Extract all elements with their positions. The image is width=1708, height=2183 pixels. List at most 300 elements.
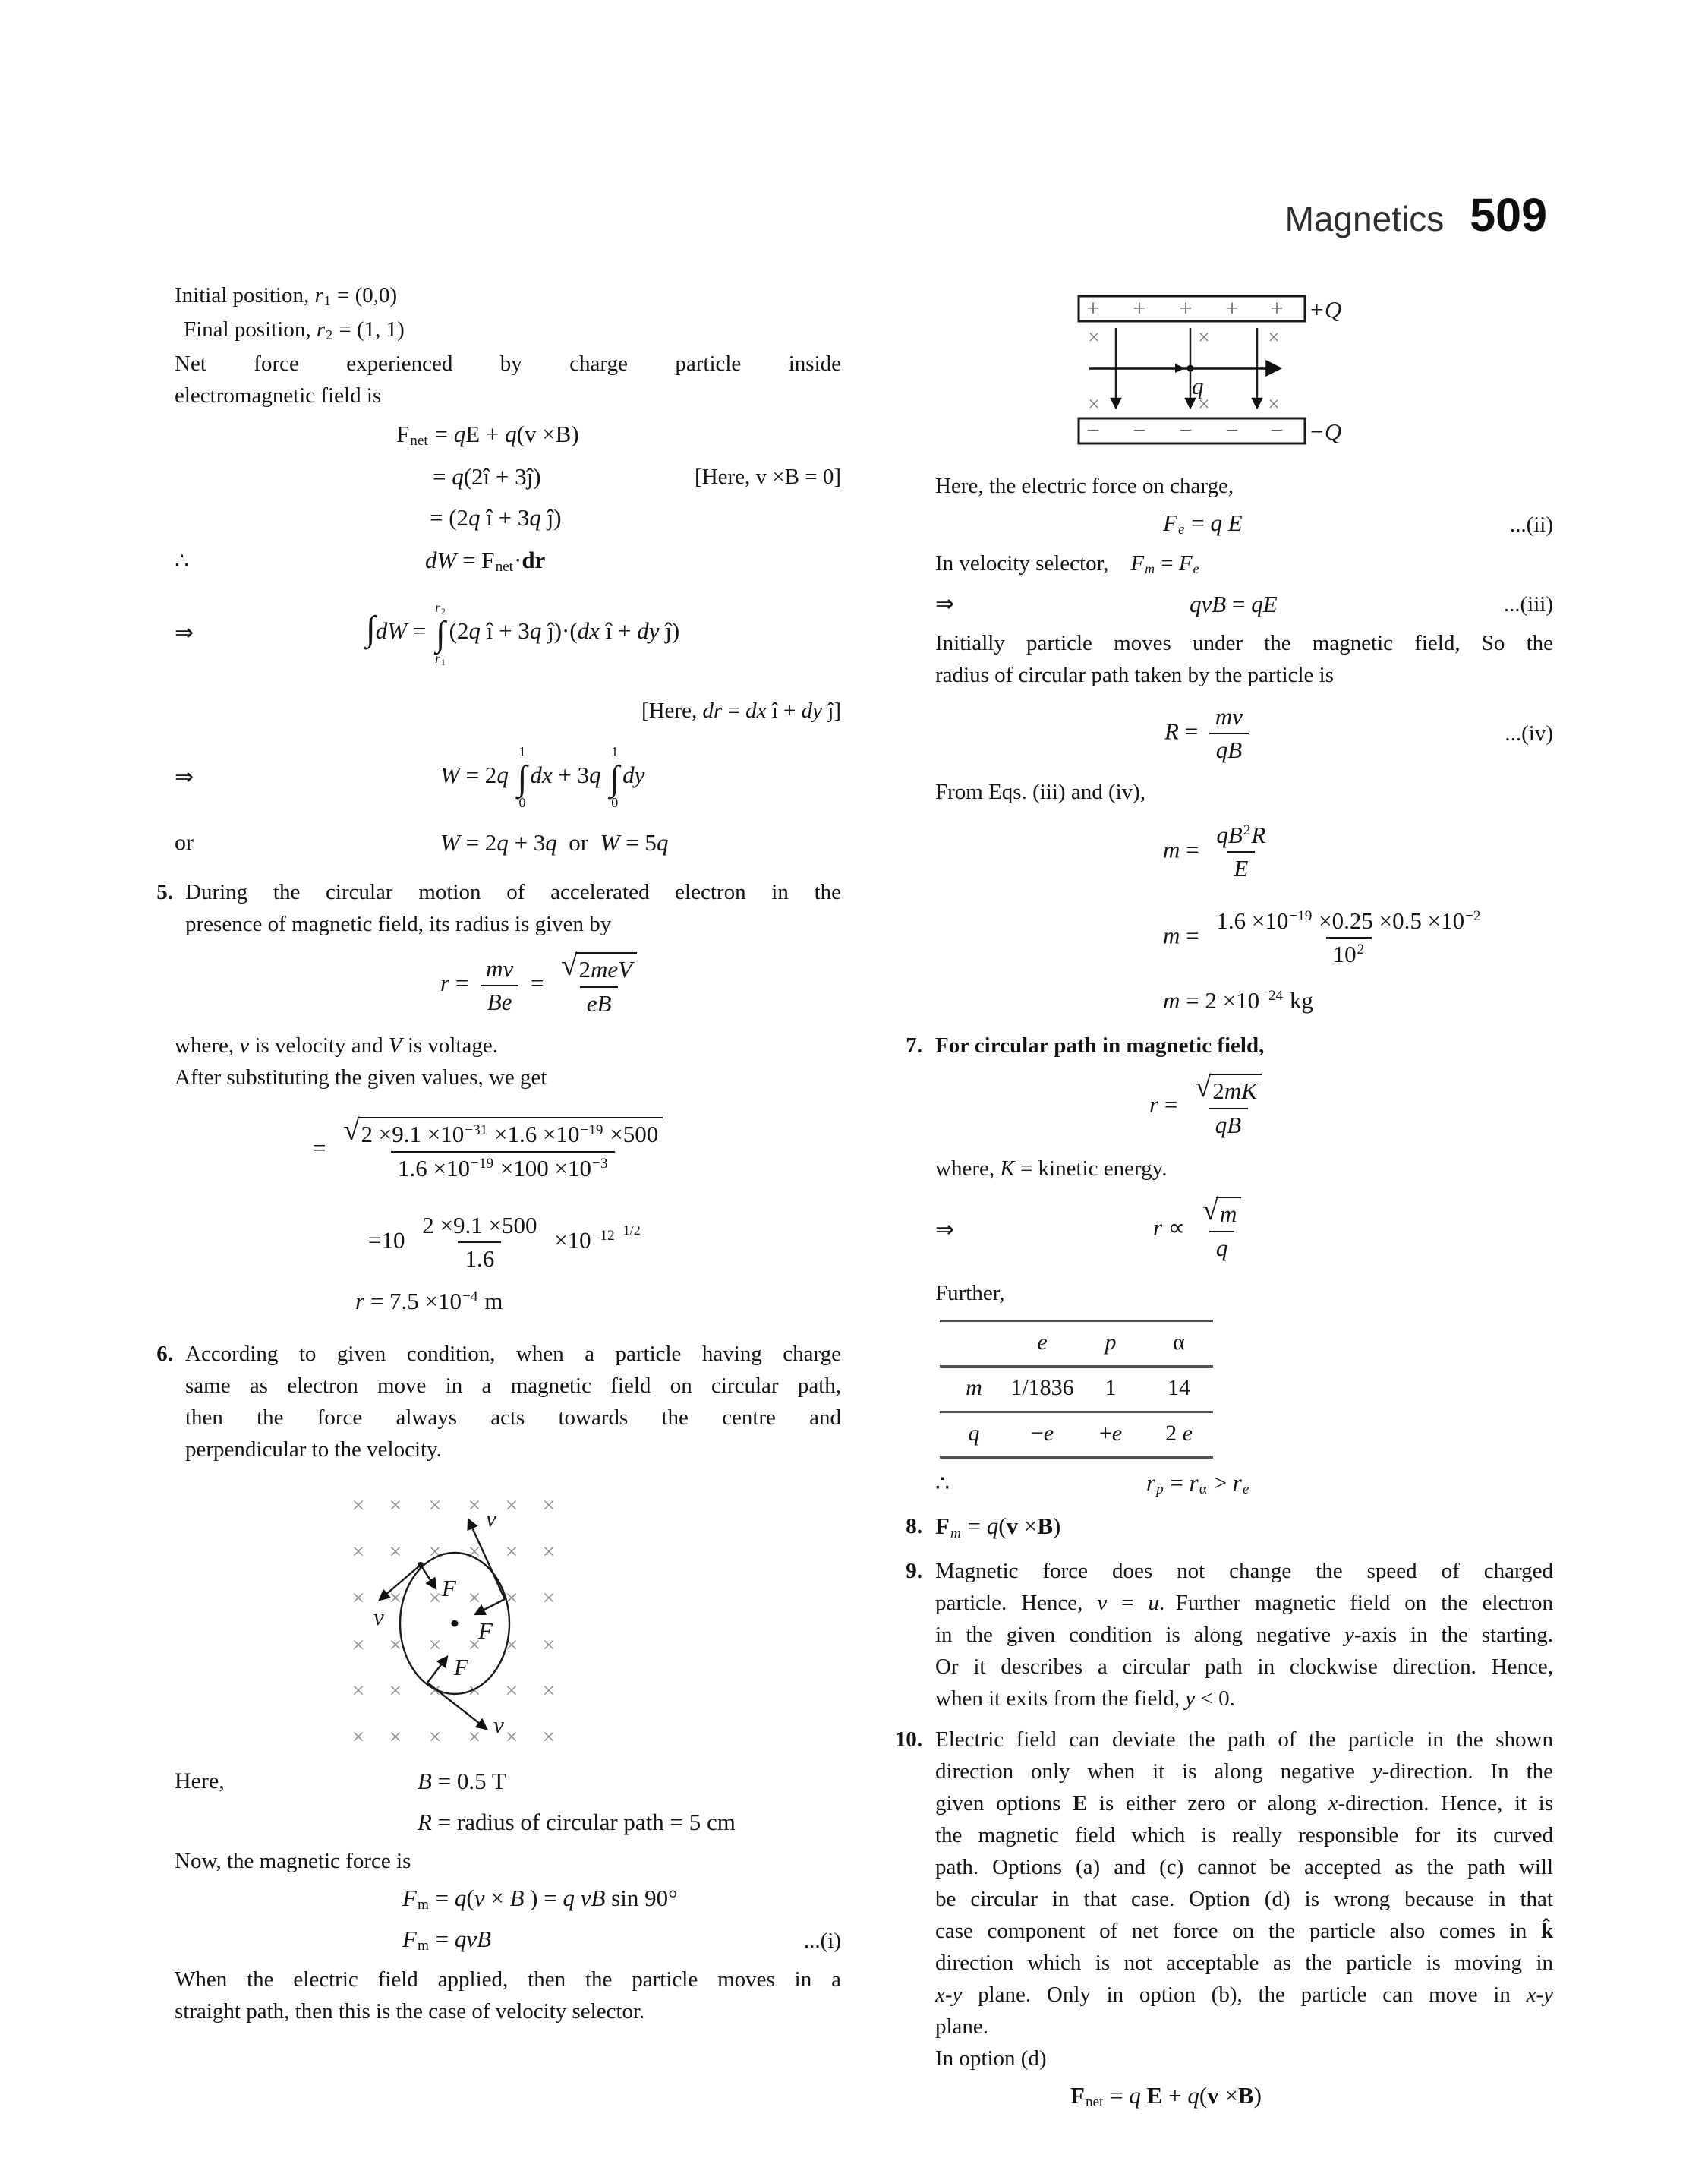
charge-dot: [1187, 365, 1194, 372]
math-token: 2: [326, 327, 333, 343]
svg-text:×: ×: [468, 1724, 481, 1749]
equation-r-mv-qb: R = $\frac{mv}{qB}$ ...(iv): [935, 696, 1553, 771]
svg-text:+: +: [1086, 295, 1100, 321]
math-token: m: [1163, 836, 1180, 863]
math-token: 2: [1243, 822, 1251, 839]
math-token: dy: [622, 762, 645, 789]
svg-text:+: +: [1225, 295, 1239, 321]
math-token: F: [1178, 551, 1193, 576]
svg-text:×: ×: [389, 1539, 402, 1564]
math-token: ∫: [435, 615, 446, 655]
paragraph: [935, 1555, 1553, 1715]
equation-rp-ra-re: ∴ rp = rα > re: [935, 1466, 1553, 1503]
math-token: ∫: [610, 759, 620, 799]
equation-line: Fm = q(v ×B): [935, 1513, 1061, 1541]
math-token: q: [968, 1421, 980, 1446]
text-line: straight path, then this is the case of velocity selector.: [175, 1999, 645, 2024]
math-token: W: [440, 829, 460, 856]
solution-item-10: [894, 1724, 1553, 2115]
svg-text:×: ×: [542, 1585, 556, 1610]
math-token: y: [952, 1983, 963, 2007]
math-token: v: [1207, 2081, 1219, 2109]
math-token: q: [545, 829, 557, 856]
text-line: when it exits from the field, y < 0.: [935, 1686, 1235, 1711]
math-token: q vB: [563, 1884, 606, 1911]
paragraph: [185, 876, 841, 940]
svg-text:×: ×: [505, 1724, 518, 1749]
math-token: m: [1163, 986, 1180, 1014]
solution-item-8: [906, 1510, 1553, 1546]
svg-text:×: ×: [1268, 393, 1280, 415]
math-token: qB: [1216, 821, 1243, 848]
positive-charges: [1086, 295, 1283, 321]
math-token: u: [1148, 1591, 1159, 1615]
math-token: ∫: [366, 610, 376, 649]
math-token: −19: [580, 1121, 603, 1138]
text-line: Initially particle moves under the magnetic field, So the: [935, 631, 1553, 655]
math-fraction: [1196, 1194, 1249, 1263]
table-header-row: [940, 1321, 1213, 1367]
math-token: −19: [471, 1155, 494, 1172]
math-token: q: [496, 762, 509, 789]
equation-w-result: or W = 2q + 3q or W = 5q: [175, 825, 841, 861]
math-token: r: [355, 1287, 365, 1314]
math-token: mv: [1215, 702, 1243, 730]
math-token: m: [417, 1938, 429, 1954]
text-line: the magnetic field which is really responsible for its curved: [935, 1823, 1553, 1847]
text-line: [935, 1030, 1553, 1062]
text-line: During the circular motion of accelerated electron in the: [185, 880, 841, 904]
math-token: 2: [1357, 942, 1365, 958]
text-line: radius of circular path taken by the particle is: [935, 663, 1335, 687]
solution-item-6: [156, 1338, 841, 1465]
circular-motion-figure: [295, 1476, 598, 1759]
math-token: x: [935, 1983, 945, 2007]
math-token: R: [1251, 821, 1266, 848]
equation-note-dr: [Here, dr = dx î + dy ĵ]: [641, 699, 841, 723]
therefore-symbol: ∴: [175, 549, 190, 574]
text-line: Here, the electric force on charge,: [935, 474, 1234, 498]
math-token: y: [1372, 1759, 1382, 1784]
equation-q2i3j: = q(2î + 3ĵ) [Here, v ×B = 0]: [175, 459, 841, 495]
math-token: eB: [586, 989, 612, 1017]
svg-text:+: +: [1133, 295, 1146, 321]
text-line: direction only when it is along negative y-direction. In the: [935, 1759, 1553, 1784]
math-sqrt: √ 2meV: [561, 952, 637, 985]
svg-text:×: ×: [351, 1585, 365, 1610]
equation-fnet: Fnet = qE + q(v ×B): [396, 420, 579, 450]
svg-text:−: −: [1133, 417, 1146, 443]
equation-2qi3qj: = (2q î + 3q ĵ): [430, 504, 562, 531]
math-token: −12: [591, 1227, 615, 1244]
math-token: x: [1526, 1983, 1536, 2007]
paragraph: [185, 1338, 841, 1465]
table-cell: [1008, 1321, 1076, 1367]
particle-comparison-table: [940, 1320, 1213, 1459]
equation-note: ...(i): [803, 1929, 841, 1953]
svg-text:×: ×: [351, 1539, 365, 1564]
math-token: q: [468, 617, 481, 645]
item-number: 10.: [894, 1727, 922, 1752]
svg-text:×: ×: [428, 1539, 442, 1564]
text-line: particle. Hence, v = u. Further magnetic field on the electron: [935, 1591, 1553, 1615]
svg-text:×: ×: [428, 1678, 442, 1703]
table-cell: [940, 1321, 1008, 1367]
table-cell: [1076, 1321, 1145, 1367]
table-row-charge: [940, 1412, 1213, 1458]
math-token: v: [1006, 1513, 1019, 1539]
math-token: q: [529, 504, 541, 531]
math-token: v: [1097, 1591, 1108, 1615]
math-token: e: [1193, 561, 1199, 577]
math-token: m: [417, 1897, 429, 1913]
math-token: −19: [1289, 908, 1313, 925]
velocity-label: v: [373, 1604, 384, 1630]
table-cell: +e: [1098, 1421, 1123, 1446]
text-line: plane.: [935, 2014, 989, 2039]
table-cell: [940, 1367, 1008, 1412]
math-token: e: [1043, 1421, 1054, 1446]
item-number: 7.: [906, 1033, 922, 1058]
equation-radius: r = $\frac{mv}{Be}$ = √ 2meV eB: [175, 946, 841, 1025]
svg-text:×: ×: [428, 1633, 442, 1658]
math-token: dW: [375, 617, 408, 645]
text-line: presence of magnetic field, its radius is given by: [185, 912, 612, 936]
math-token: q: [468, 504, 481, 531]
math-token: m: [1163, 922, 1180, 949]
math-token: e: [1037, 1330, 1048, 1355]
implies-symbol: ⇒: [935, 591, 955, 617]
b-field-crosses: [1088, 326, 1279, 415]
math-token: qB: [1215, 1111, 1242, 1138]
item-number: 6.: [156, 1342, 173, 1366]
math-token: q E: [1210, 509, 1243, 536]
page-number: 509: [1470, 189, 1547, 241]
svg-text:×: ×: [542, 1724, 556, 1749]
math-token: q: [589, 762, 601, 789]
svg-text:×: ×: [468, 1633, 481, 1658]
math-token: dy: [801, 699, 823, 723]
math-token: r: [435, 600, 441, 616]
table-cell: 1/1836: [1010, 1375, 1074, 1400]
math-token: qB: [1215, 737, 1243, 763]
math-token: m: [1145, 561, 1155, 577]
math-token: For circular path in magnetic field,: [935, 1033, 1265, 1058]
force-label: F: [454, 1654, 468, 1680]
negative-charges: [1086, 417, 1283, 443]
math-token: V: [388, 1033, 402, 1058]
math-token: ∫: [517, 759, 528, 799]
math-fraction: [1188, 1071, 1268, 1140]
math-token: net: [495, 559, 514, 576]
math-token: dy: [637, 617, 660, 645]
svg-text:−: −: [1225, 417, 1239, 443]
equation-fm-qvb: Fm = qvB ...(i): [175, 1923, 841, 1959]
plate-charge-label: −Q: [1309, 418, 1342, 445]
implies-symbol: ⇒: [935, 1217, 955, 1242]
equation-note: ...(ii): [1509, 513, 1553, 537]
math-token: dr: [702, 699, 723, 723]
math-sqrt: √ m: [1202, 1197, 1242, 1229]
math-token: W: [440, 762, 460, 789]
math-token: meV: [590, 956, 633, 983]
equation-fe: Fe = q E ...(ii): [935, 506, 1553, 543]
equation-m-qb2r: m = $\frac{qB^2R}{E}$: [935, 812, 1553, 891]
math-token: q: [505, 420, 517, 447]
math-token: B: [418, 1768, 432, 1794]
math-token: y: [1344, 1623, 1354, 1647]
math-fraction: √ $2 \times 9.1 \times 10^{-31} \times 1.6 \times 10^{-19} \times 500$ $1.6 \times 10^{-19} \times 100 \times 10^{-3}$: [336, 1117, 670, 1184]
item-number: 5.: [156, 880, 173, 904]
text-line: When the electric field applied, then the particle moves in a: [175, 1967, 841, 1992]
svg-text:×: ×: [389, 1585, 402, 1610]
math-token: 1/2: [622, 1222, 641, 1238]
text-line: Net force experienced by charge particle inside: [175, 352, 841, 376]
equation-fnet-option-d: Fnet = q E + q(v ×B): [1070, 2081, 1262, 2111]
table-cell: α: [1173, 1330, 1185, 1355]
chapter-title: Magnetics: [1284, 199, 1445, 238]
math-token: α: [1199, 1481, 1207, 1498]
math-token: p: [1156, 1481, 1164, 1498]
text-line: According to given condition, when a particle having charge: [185, 1342, 841, 1366]
math-fraction: [479, 954, 520, 1018]
force-label: F: [442, 1575, 456, 1601]
math-token: W: [600, 829, 620, 856]
math-token: −4: [462, 1288, 478, 1304]
text-line: Magnetic force does not change the speed of charged: [935, 1559, 1553, 1583]
math-token: E: [1234, 855, 1249, 882]
or-label: or: [175, 830, 194, 855]
math-token: q: [496, 829, 509, 856]
math-token: r: [316, 317, 326, 342]
math-token: dW: [425, 546, 457, 573]
math-integral-limits: 1 ∫ 0: [610, 744, 620, 811]
math-token: q: [453, 420, 466, 447]
math-token: m: [950, 1525, 961, 1541]
math-token: B: [509, 1884, 525, 1911]
math-token: F: [402, 1925, 417, 1952]
text-line: From Eqs. (iii) and (iv),: [935, 780, 1146, 804]
text-line: perpendicular to the velocity.: [185, 1437, 442, 1462]
svg-text:×: ×: [505, 1585, 518, 1610]
math-fraction: [1209, 820, 1272, 885]
text-line: Final position, r2 = (1, 1): [184, 317, 405, 343]
math-token: x: [1328, 1791, 1338, 1815]
svg-text:×: ×: [1198, 393, 1210, 415]
svg-text:×: ×: [389, 1724, 402, 1749]
solution-item-9: [906, 1555, 1553, 1715]
table-cell: −e: [1030, 1421, 1054, 1446]
therefore-symbol: ∴: [935, 1472, 950, 1497]
math-token: e: [1177, 522, 1185, 538]
svg-text:×: ×: [542, 1493, 556, 1518]
math-token: −3: [592, 1155, 608, 1172]
math-token: B: [1037, 1513, 1054, 1539]
item-number: 8.: [906, 1514, 922, 1538]
paragraph: [935, 627, 1553, 691]
math-token: r: [314, 283, 323, 308]
math-token: q: [986, 1513, 999, 1539]
math-token: e: [1182, 1421, 1193, 1446]
math-token: m: [966, 1375, 982, 1400]
text-line: In option (d): [935, 2046, 1047, 2071]
math-token: E: [1146, 2081, 1163, 2109]
svg-text:+: +: [1270, 295, 1284, 321]
text-line: After substituting the given values, we get: [175, 1065, 547, 1090]
text-line: Now, the magnetic force is: [175, 1849, 411, 1873]
item-number: 9.: [906, 1559, 922, 1583]
svg-text:×: ×: [351, 1493, 365, 1518]
math-token: q: [1129, 2081, 1141, 2109]
math-token: r: [435, 651, 441, 667]
equation-substitution: = √ $2 \times 9.1 \times 10^{-31} \times 1.6 \times 10^{-19} \times 500$ $1.6 \times 10^{-19} \times 100 \times 10^{-3}$: [175, 1101, 841, 1200]
equation-m-numeric: m = $\frac{1.6 \times 10^{-19} \times 0.25 \times 0.5 \times 10^{-2}}{10^2}$: [935, 896, 1553, 980]
math-fraction: $\frac{1.6 \times 10^{-19} \times 0.25 \times 0.5 \times 10^{-2}}{10^2}$: [1209, 906, 1488, 970]
math-token: B: [1237, 2081, 1254, 2109]
text-line: same as electron move in a magnetic field on circular path,: [185, 1374, 841, 1398]
paragraph: [175, 1964, 841, 2027]
equation-note: [Here, v ×B = 0]: [695, 465, 841, 489]
equation-m-result: $m = 2 \times 10^{-24}$ kg: [1163, 986, 1313, 1014]
math-token: e: [1111, 1421, 1123, 1446]
text-line: given options E is either zero or along x-direction. Hence, it is: [935, 1791, 1553, 1815]
solution-item-7: [906, 1030, 1553, 1062]
svg-text:×: ×: [428, 1724, 442, 1749]
velocity-selector-figure: [1076, 292, 1359, 453]
svg-text:×: ×: [468, 1678, 481, 1703]
math-token: e: [1242, 1481, 1249, 1498]
svg-text:×: ×: [428, 1493, 442, 1518]
text-line: Or it describes a circular path in clockwise direction. Hence,: [935, 1655, 1553, 1679]
math-token: p: [1105, 1330, 1117, 1355]
math-integral-limits: 1 ∫ 0: [517, 744, 528, 811]
svg-text:×: ×: [505, 1539, 518, 1564]
math-token: q: [1187, 2081, 1199, 2109]
text-line: Further,: [935, 1281, 1005, 1305]
svg-text:×: ×: [468, 1585, 481, 1610]
equation-b-value: Here, B = 0.5 T: [175, 1763, 841, 1800]
math-token: R: [418, 1809, 432, 1835]
math-token: mK: [1224, 1077, 1257, 1105]
math-token: mv: [486, 954, 514, 982]
math-token: q: [454, 1884, 467, 1911]
equation-note: ...(iv): [1505, 721, 1553, 746]
here-label: Here,: [175, 1768, 225, 1793]
equation-note: ...(iii): [1503, 592, 1553, 617]
equation-integral: ⇒ ∫dW = r2 ∫ r1 (2q î + 3q ĵ)·(dx î + dy ĵ): [175, 600, 680, 667]
left-column: [156, 279, 841, 2027]
text-line: where, v is velocity and V is voltage.: [175, 1033, 499, 1058]
svg-text:×: ×: [542, 1633, 556, 1658]
svg-text:×: ×: [1088, 393, 1100, 415]
svg-text:×: ×: [428, 1585, 442, 1610]
path-centre-dot: [452, 1620, 459, 1627]
table-cell: 14: [1168, 1375, 1190, 1400]
math-token: net: [410, 433, 428, 450]
table-cell: 1: [1105, 1375, 1117, 1400]
svg-text:×: ×: [468, 1539, 481, 1564]
math-token: K: [1000, 1156, 1015, 1181]
equation-r-2mk: r = √ 2mK qB: [935, 1066, 1553, 1148]
force-label: F: [478, 1617, 493, 1644]
equation-r-propto: ⇒ r ∝ √ m q: [935, 1189, 1553, 1271]
equation-fm: Fm = q(v × B ) = q vB sin 90°: [402, 1884, 678, 1913]
math-token: F: [1163, 509, 1177, 536]
svg-text:−: −: [1270, 417, 1284, 443]
math-token: q: [656, 829, 669, 856]
svg-text:+: +: [1179, 295, 1193, 321]
math-token: −31: [465, 1121, 488, 1138]
math-token: Be: [487, 989, 512, 1015]
math-token: 1: [441, 658, 446, 667]
math-token: dr: [522, 546, 546, 573]
equation-w-integrals: ⇒ W = 2q 1 ∫ 0 dx + 3q 1 ∫ 0 dy: [175, 744, 645, 811]
paragraph: [175, 348, 841, 412]
math-token: E: [1072, 1791, 1088, 1815]
svg-text:−: −: [1086, 417, 1100, 443]
svg-text:×: ×: [1268, 326, 1280, 349]
text-line: path. Options (a) and (c) cannot be accepted as the path will: [935, 1855, 1553, 1879]
page-header: [1285, 188, 1547, 241]
right-column: [894, 292, 1553, 2120]
math-token: −2: [1465, 908, 1481, 925]
charge-label: q: [1192, 373, 1204, 399]
math-token: dx: [745, 699, 767, 723]
math-token: qvB: [1190, 591, 1227, 617]
math-token: r: [1149, 1091, 1159, 1118]
svg-text:×: ×: [505, 1493, 518, 1518]
table-cell: [940, 1412, 1008, 1458]
math-token: y: [1543, 1983, 1553, 2007]
math-fraction: [1209, 702, 1249, 766]
math-fraction: $\frac{2 \times 9.1 \times 500}{1.6}$: [415, 1210, 544, 1275]
svg-text:−: −: [1179, 417, 1193, 443]
svg-text:×: ×: [351, 1724, 365, 1749]
solution-item-5: [156, 876, 841, 940]
table-row-mass: [940, 1367, 1213, 1412]
text-line: where, K = kinetic energy.: [935, 1156, 1168, 1181]
svg-text:×: ×: [351, 1678, 365, 1703]
math-token: 1: [323, 293, 331, 309]
svg-text:×: ×: [351, 1633, 365, 1658]
math-sqrt: √ $2 \times 9.1 \times 10^{-31} \times 1.6 \times 10^{-19} \times 500$: [343, 1117, 663, 1150]
math-token: r: [440, 970, 450, 997]
svg-text:×: ×: [542, 1539, 556, 1564]
text-line: Electric field can deviate the path of the particle in the shown: [935, 1727, 1553, 1752]
math-token: dx: [577, 617, 600, 645]
implies-symbol: ⇒: [175, 620, 194, 645]
math-sqrt: √ 2mK: [1195, 1074, 1262, 1106]
svg-text:×: ×: [505, 1633, 518, 1658]
math-token: r: [1189, 1468, 1199, 1496]
equation-simplified: =10 $\frac{2 \times 9.1 \times 500}{1.6}$ $\times 10^{-12}$ $^{1/2}$: [175, 1204, 841, 1280]
svg-text:×: ×: [389, 1633, 402, 1658]
math-token: r: [1232, 1468, 1242, 1496]
equation-qvb-qe: ⇒ qvB = qE ...(iii): [935, 586, 1553, 623]
math-token: F: [402, 1884, 417, 1911]
mid-arrowhead: [1175, 364, 1185, 373]
svg-text:×: ×: [468, 1493, 481, 1518]
svg-text:×: ×: [389, 1493, 402, 1518]
math-token: 2: [441, 607, 446, 617]
math-token: F: [935, 1513, 950, 1539]
math-token: k̂: [1540, 1919, 1553, 1943]
velocity-label: v: [486, 1505, 496, 1532]
math-token: r: [1146, 1468, 1156, 1496]
implies-symbol: ⇒: [175, 765, 194, 790]
text-line: electromagnetic field is: [175, 383, 382, 408]
paragraph: [935, 1724, 1553, 2043]
